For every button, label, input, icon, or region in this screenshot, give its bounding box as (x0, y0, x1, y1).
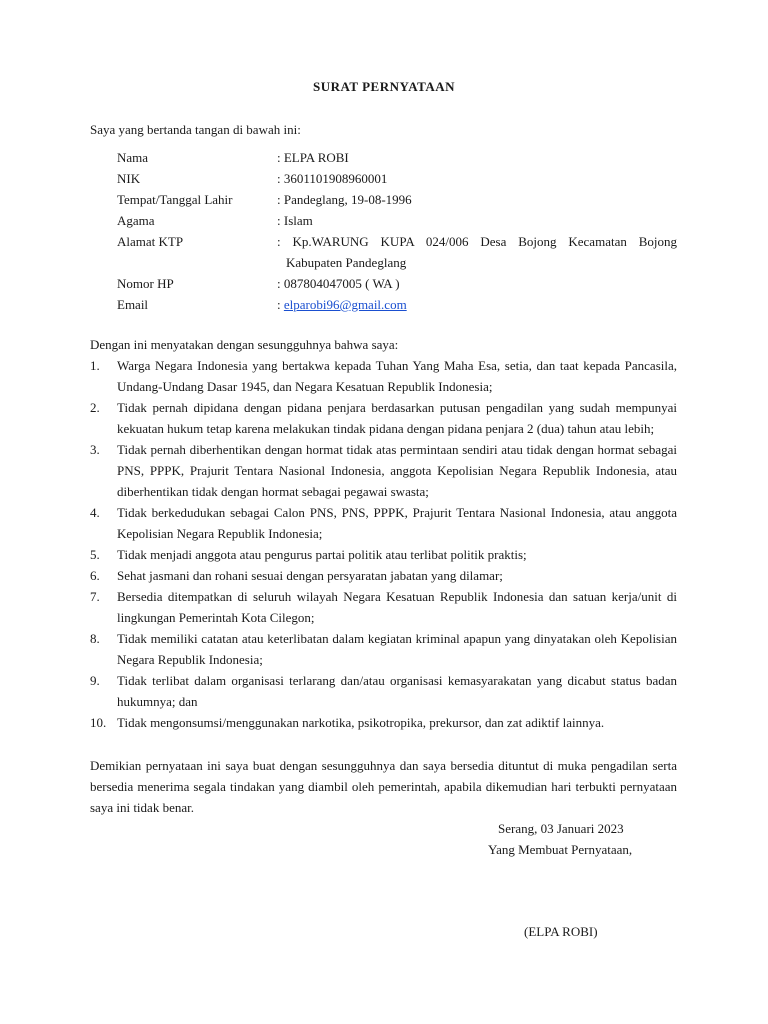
identity-label: Nama (117, 150, 149, 165)
item-number: 6. (90, 568, 100, 583)
identity-value: : ELPA ROBI (277, 150, 349, 165)
identity-label: NIK (117, 171, 141, 186)
list-item (90, 628, 677, 670)
item-text: Tidak pernah dipidana dengan pidana penjara berdasarkan putusan pengadilan yang sudah mempunyai kekuatan hukum tetap karena melakukan tindak pidana dengan pidana penjara 2 (dua) tahun atau lebih; (117, 400, 677, 436)
identity-block (117, 147, 677, 315)
item-number: 3. (90, 442, 100, 457)
signatory-caption: Yang Membuat Pernyataan, (488, 842, 633, 857)
identity-row-email (117, 294, 677, 315)
item-number: 10. (90, 715, 107, 730)
identity-row-nik (117, 168, 677, 189)
signatory-name: (ELPA ROBI) (524, 924, 598, 939)
closing-paragraph: Demikian pernyataan ini saya buat dengan sesungguhnya dan saya bersedia dituntut di muka pengadilan serta bersedia menerima segala tindakan yang diambil oleh pemerintah, apabila dikemudian hari terbukti pernyataan saya ini tidak benar. (90, 758, 677, 815)
item-text: Tidak menjadi anggota atau pengurus partai politik atau terlibat politik praktis; (117, 547, 527, 562)
identity-row-hp (117, 273, 677, 294)
list-item (90, 544, 677, 565)
item-text: Warga Negara Indonesia yang bertakwa kepada Tuhan Yang Maha Esa, setia, dan taat kepada Pancasila, Undang-Undang Dasar 1945, dan Negara Kesatuan Republik Indonesia; (117, 358, 677, 394)
item-text: Tidak memiliki catatan atau keterlibatan dalam kegiatan kriminal apapun yang dinyatakan oleh Kepolisian Negara Republik Indonesia; (117, 631, 677, 667)
list-item (90, 565, 677, 586)
statement-list (90, 355, 677, 733)
identity-label: Nomor HP (117, 276, 174, 291)
identity-value: : Pandeglang, 19-08-1996 (277, 192, 412, 207)
identity-label: Email (117, 297, 149, 312)
list-item (90, 586, 677, 628)
identity-value: : 087804047005 ( WA ) (277, 276, 400, 291)
item-number: 4. (90, 505, 100, 520)
identity-row-ttl (117, 189, 677, 210)
list-item (90, 502, 677, 544)
statement-lead: Dengan ini menyatakan dengan sesungguhnya bahwa saya: (90, 337, 399, 352)
address-line-1: : Kp.WARUNG KUPA 024/006 Desa Bojong Kecamatan Bojong (277, 234, 677, 249)
email-colon: : (277, 297, 281, 312)
item-number: 8. (90, 631, 100, 646)
list-item (90, 355, 677, 397)
identity-value (277, 231, 677, 273)
item-text: Sehat jasmani dan rohani sesuai dengan persyaratan jabatan yang dilamar; (117, 568, 503, 583)
identity-label: Alamat KTP (117, 234, 184, 249)
item-text: Tidak terlibat dalam organisasi terlarang dan/atau organisasi kemasyarakatan yang dicabut status badan hukumnya; dan (117, 673, 677, 709)
intro-text: Saya yang bertanda tangan di bawah ini: (90, 122, 301, 137)
address-line-2: Kabupaten Pandeglang (286, 255, 407, 270)
identity-row-alamat (117, 231, 677, 273)
item-number: 2. (90, 400, 100, 415)
identity-value: : Islam (277, 213, 313, 228)
item-text: Tidak berkedudukan sebagai Calon PNS, PNS, PPPK, Prajurit Tentara Nasional Indonesia, atau anggota Kepolisian Negara Republik Indonesia; (117, 505, 677, 541)
identity-row-nama (117, 147, 677, 168)
item-number: 1. (90, 358, 100, 373)
document-title: SURAT PERNYATAAN (313, 79, 455, 94)
item-number: 7. (90, 589, 100, 604)
identity-row-agama (117, 210, 677, 231)
list-item (90, 439, 677, 502)
list-item (90, 670, 677, 712)
item-number: 5. (90, 547, 100, 562)
identity-label: Agama (117, 213, 155, 228)
list-item (90, 712, 677, 733)
item-text: Tidak pernah diberhentikan dengan hormat tidak atas permintaan sendiri atau tidak dengan hormat sebagai PNS, PPPK, Prajurit Tentara Nasional Indonesia, anggota Kepolisian Negara Republik Indonesia, atau diberhentikan tidak dengan hormat sebagai pegawai swasta; (117, 442, 677, 499)
identity-value (277, 294, 677, 315)
email-link[interactable]: elparobi96@gmail.com (283, 297, 407, 312)
identity-value: : 3601101908960001 (277, 171, 388, 186)
identity-label: Tempat/Tanggal Lahir (117, 192, 233, 207)
item-number: 9. (90, 673, 100, 688)
item-text: Tidak mengonsumsi/menggunakan narkotika, psikotropika, prekursor, dan zat adiktif lainnya. (117, 715, 605, 730)
list-item (90, 397, 677, 439)
place-date: Serang, 03 Januari 2023 (498, 821, 624, 836)
item-text: Bersedia ditempatkan di seluruh wilayah Negara Kesatuan Republik Indonesia dan satuan kerja/unit di lingkungan Pemerintah Kota Cilegon; (117, 589, 677, 625)
